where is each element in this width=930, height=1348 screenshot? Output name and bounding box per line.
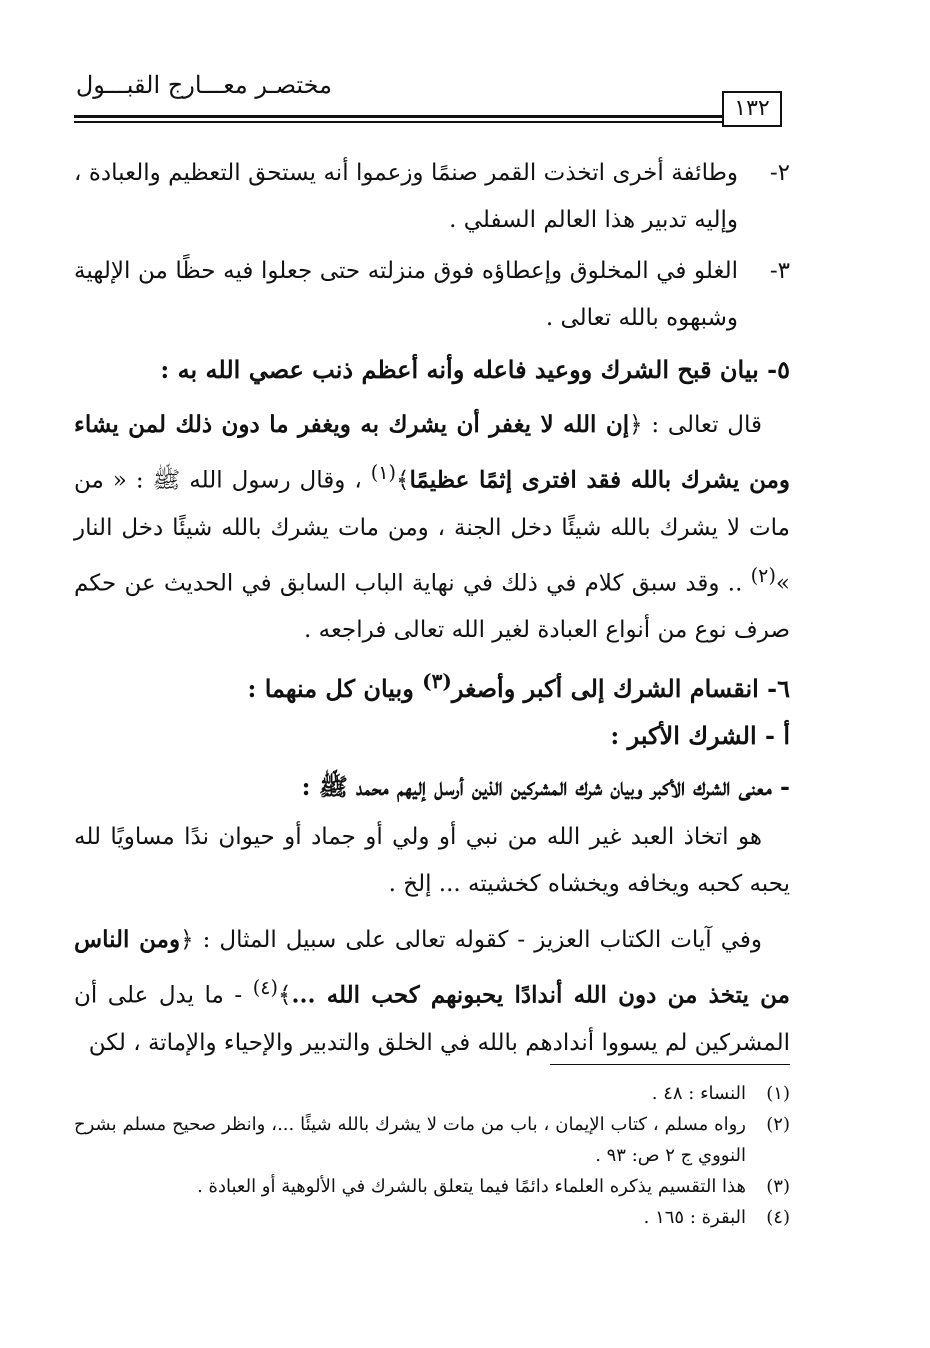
text-run: وفي آيات الكتاب العزيز - كقوله تعالى على سبيل المثال : ﴿ (180, 927, 762, 954)
footnotes (74, 1078, 790, 1233)
paragraph-definition: هو اتخاذ العبد غير الله من نبي أو ولي أو جماد أو حيوان ندًا مساويًا لله يحبه كحبه ويخافه ويخشاه كخشيته ... إلخ . (74, 824, 790, 898)
quran-verse: إن الله لا يغفر أن يشرك به ويغفر ما دون ذلك لمن يشاء ومن يشرك بالله فقد افترى إثمًا عظيمًا (74, 411, 791, 494)
quran-verse: ومن الناس من يتخذ من دون الله أندادًا يحبونهم كحب الله ... (74, 926, 790, 1009)
list-item-text: وطائفة أخرى اتخذت القمر صنمًا وزعموا أنه يستحق التعظيم والعبادة ، وإليه تدبير هذا العالم السفلي . (74, 160, 738, 233)
list-item-number: ٣- (769, 258, 790, 284)
list-item (74, 248, 790, 342)
footnote-ref: (٣) (422, 669, 452, 694)
main-text (74, 150, 790, 1067)
footnote-number: (٣) (766, 1176, 790, 1197)
footnote (74, 1171, 790, 1202)
list-item-number: ٢- (769, 160, 790, 186)
paragraph-verses (74, 916, 790, 1067)
running-header-title: مختصـر معـــارج القبـــول (75, 71, 332, 99)
footnote-number: (٤) (766, 1207, 790, 1228)
list-item-text: الغلو في المخلوق وإعطاؤه فوق منزلته حتى جعلوا فيه حظًا من الإلهية وشبهوه بالله تعالى . (74, 258, 738, 331)
section-heading-5: ٥- بيان قبح الشرك ووعيد فاعله وأنه أعظم ذنب عصي الله به : (160, 355, 790, 384)
footnote-text: النساء : ٤٨ . (651, 1083, 746, 1104)
header-rule-thin (74, 121, 724, 123)
header-rule-thick (74, 115, 724, 118)
section-heading-6 (74, 658, 790, 712)
text-run: ٦- انقسام الشرك إلى أكبر وأصغر (451, 674, 790, 704)
text-run: قال تعالى : ﴿ (629, 412, 762, 438)
footnote (74, 1109, 790, 1171)
text-run: .. وقد سبق كلام في ذلك في نهاية الباب السابق في الحديث عن حكم صرف نوع من أنواع العبادة لغير الله تعالى فراجعه . (74, 570, 790, 644)
footnote-ref: (٤) (252, 976, 278, 1000)
text-run: وبيان كل منهما : (247, 674, 414, 704)
footnote-text: البقرة : ١٦٥ . (643, 1207, 746, 1228)
text-run: ﴾ (396, 467, 410, 494)
paragraph-quran-hadith (74, 401, 790, 654)
footnote-text: هذا التقسيم يذكره العلماء دائمًا فيما يتعلق بالشرك في الألوهية أو العبادة . (197, 1176, 746, 1197)
footnote-ref: (١) (370, 461, 397, 484)
footnote-ref: (٢) (750, 563, 776, 587)
footnote (74, 1078, 790, 1109)
list-item (74, 150, 790, 244)
text-run: ، وقال رسول الله ﷺ : « من مات لا يشرك بالله شيئًا دخل الجنة ، ومن مات يشرك بالله شيئًا دخل النار » (74, 467, 790, 597)
text-run: ﴾ (277, 982, 292, 1009)
text-run: - ما يدل على أن المشركين لم يسووا أندادهم بالله في الخلق والتدبير والإحياء والإماتة ، لكن (74, 982, 790, 1056)
subheading-major-shirk: أ - الشرك الأكبر : (610, 721, 790, 751)
footnote-text: رواه مسلم ، كتاب الإيمان ، باب من مات لا يشرك بالله شيئًا ...، وانظر صحيح مسلم بشرح النووي ج ٢ ص: ٩٣ . (74, 1114, 746, 1166)
footnote-separator (550, 1064, 790, 1065)
subheading-meaning: - معنى الشرك الأكبر وبيان شرك المشركين الذين أرسل إليهم محمد ﷺ : (301, 772, 790, 802)
page-number-box: ١٣٢ (722, 91, 782, 127)
footnote-number: (١) (766, 1083, 790, 1104)
footnote (74, 1202, 790, 1233)
footnote-number: (٢) (766, 1114, 790, 1135)
